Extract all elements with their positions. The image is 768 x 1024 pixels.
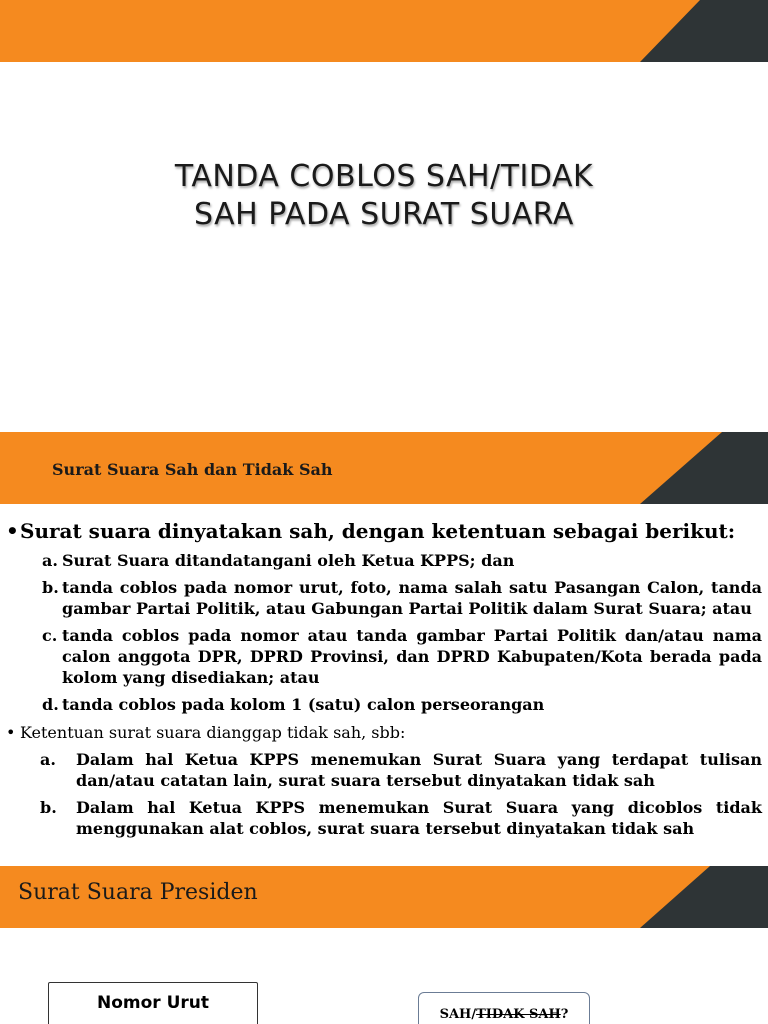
list-item xyxy=(40,797,762,839)
sah-suffix: ? xyxy=(560,1007,569,1022)
second-bullet-text: Ketentuan surat suara dianggap tidak sah, sbb: xyxy=(20,723,406,742)
list-text: tanda coblos pada nomor atau tanda gambar Partai Politik dan/atau nama calon anggota DPR, DPRD Provinsi, dan DPRD Kabupaten/Kota berada pada kolom yang disediakan; atau xyxy=(62,626,762,687)
list-text: Dalam hal Ketua KPPS menemukan Surat Suara yang dicoblos tidak menggunakan alat coblos, surat suara tersebut dinyatakan tidak sah xyxy=(76,798,762,838)
list-text: Surat Suara ditandatangani oleh Ketua KPPS; dan xyxy=(62,551,515,570)
list-item xyxy=(42,550,762,571)
list-item xyxy=(42,625,762,688)
sah-prefix: SAH/ xyxy=(439,1007,477,1022)
presiden-slide xyxy=(0,866,768,1024)
dark-corner-shape xyxy=(640,432,768,504)
nomor-urut-box: Nomor Urut xyxy=(48,982,258,1024)
title-line-2: SAH PADA SURAT SUARA xyxy=(194,197,574,232)
slide-title: Surat Suara Presiden xyxy=(18,880,258,905)
list-item xyxy=(42,577,762,619)
valid-list xyxy=(42,550,762,715)
list-item xyxy=(42,694,762,715)
main-bullet-text: Surat suara dinyatakan sah, dengan ketentuan sebagai berikut: xyxy=(20,519,736,543)
main-bullet xyxy=(6,518,762,544)
bullet-dot: • xyxy=(6,519,19,543)
title-slide xyxy=(0,0,768,422)
list-marker: b. xyxy=(42,578,59,597)
list-text: Dalam hal Ketua KPPS menemukan Surat Suara yang terdapat tulisan dan/atau catatan lain, surat suara tersebut dinyatakan tidak sah xyxy=(76,750,762,790)
list-marker: c. xyxy=(42,626,58,645)
sah-label-box xyxy=(418,992,590,1024)
sah-struck-text: TIDAK SAH xyxy=(476,1007,561,1022)
slide-header: Surat Suara Sah dan Tidak Sah xyxy=(52,460,333,479)
list-marker: d. xyxy=(42,695,59,714)
invalid-list xyxy=(40,749,762,839)
bullet-dot: • xyxy=(6,723,16,742)
list-item xyxy=(40,749,762,791)
list-marker: a. xyxy=(40,750,56,769)
dark-corner-shape xyxy=(640,0,768,62)
slide-title xyxy=(0,158,768,234)
dark-corner-shape xyxy=(640,866,768,928)
rules-slide xyxy=(0,432,768,858)
list-marker: a. xyxy=(42,551,58,570)
list-text: tanda coblos pada kolom 1 (satu) calon perseorangan xyxy=(62,695,545,714)
list-marker: b. xyxy=(40,798,57,817)
list-text: tanda coblos pada nomor urut, foto, nama salah satu Pasangan Calon, tanda gambar Partai Politik, atau Gabungan Partai Politik dalam Surat Suara; atau xyxy=(62,578,762,618)
title-line-1: TANDA COBLOS SAH/TIDAK xyxy=(174,159,594,194)
slide-body xyxy=(6,518,762,839)
second-bullet xyxy=(6,723,762,743)
